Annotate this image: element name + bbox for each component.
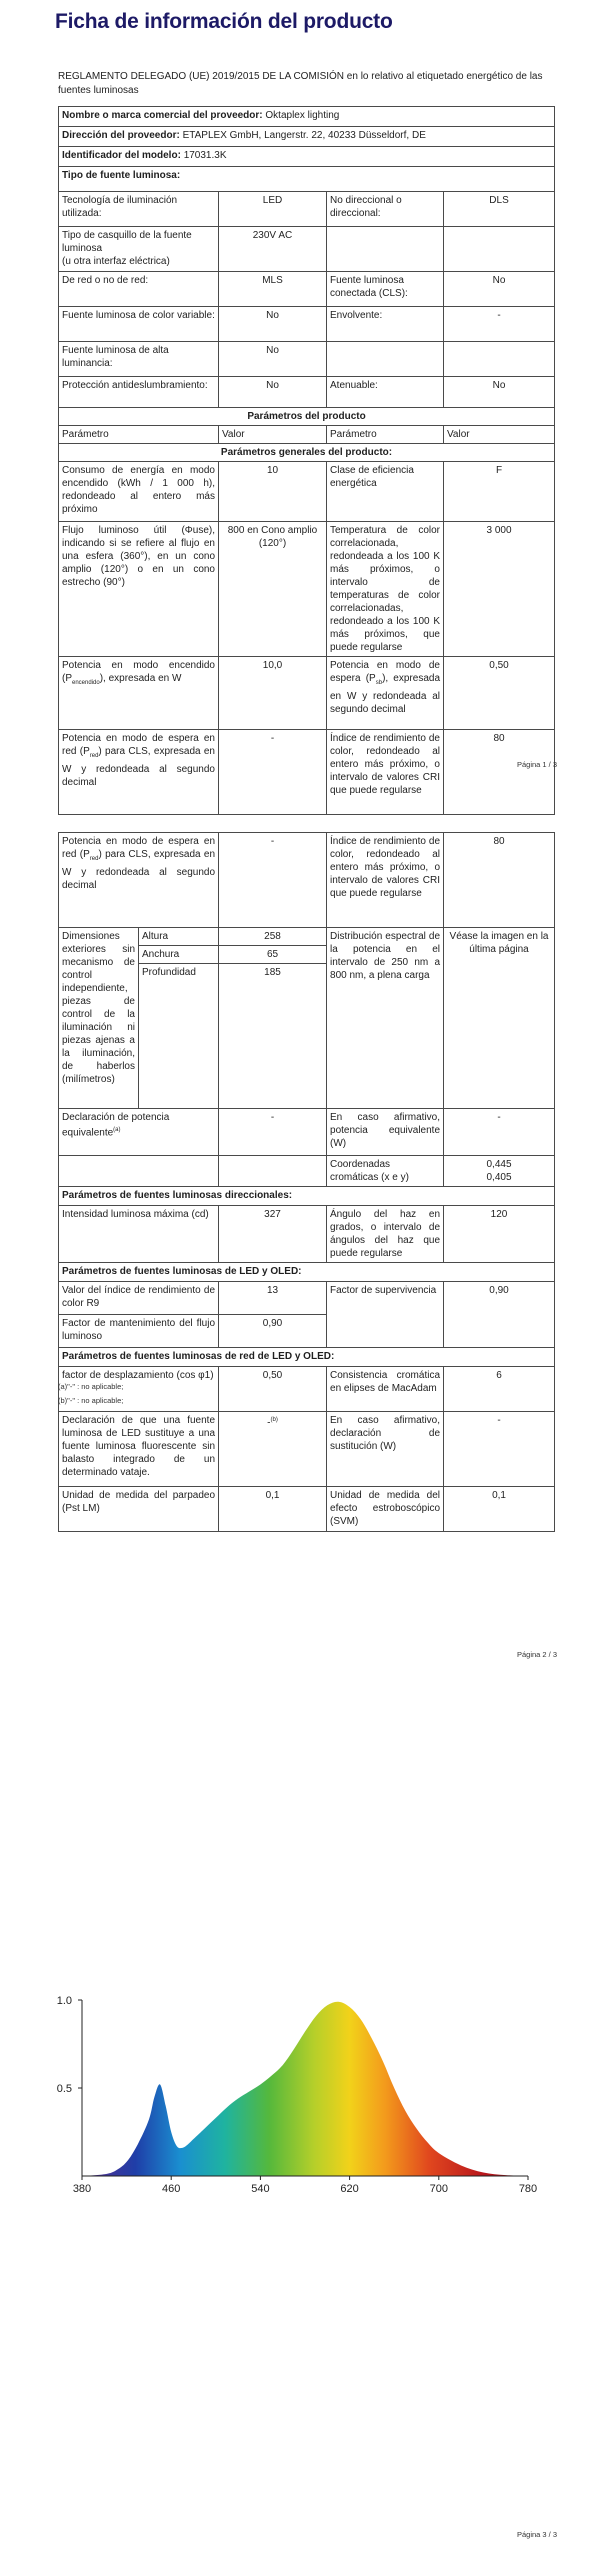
dimensions-label: Dimensiones exteriores sin mecanismo de control independiente, piezas de control de la iluminación ni piezas ajenas a la iluminación, de haberlos (milímetros) [59, 928, 139, 1109]
y-tick-label: 0.5 [56, 2083, 72, 2095]
param-value: 0,90 [219, 1315, 327, 1348]
mains-row-3 [59, 1487, 555, 1532]
param-label: Valor del índice de rendimiento de color R9 [59, 1282, 219, 1315]
source-value: No [444, 272, 555, 307]
x-tick-label: 620 [340, 2183, 359, 2195]
params-columns-row [59, 426, 555, 444]
param-value: - [219, 1109, 327, 1156]
x-tick-label: 460 [162, 2183, 181, 2195]
param-value: 10,0 [219, 657, 327, 730]
col-value: Valor [219, 426, 327, 444]
params-header-row [59, 408, 555, 426]
footnote-b: (b)"-" : no aplicable; [58, 1396, 124, 1405]
param-value: - [444, 1109, 555, 1156]
param-value: 6 [444, 1367, 555, 1412]
model-label: Identificador del modelo: [62, 150, 181, 161]
source-value [444, 342, 555, 377]
param-label: Índice de rendimiento de color, redondeado al entero más próximo, o intervalo de valores CRI que puede regularse [327, 833, 444, 928]
param-label: Consumo de energía en modo encendido (kWh / 1 000 h), redondeado al entero más próximo [59, 462, 219, 522]
param-label: Potencia en modo de espera $(P_{sb})$, expresada en W y redondeada al segundo decimal [327, 657, 444, 730]
param-label [59, 1109, 219, 1156]
param-value: 80 [444, 833, 555, 928]
mains-row-1 [59, 1367, 555, 1412]
source-value: LED [219, 192, 327, 227]
param-label: Flujo luminoso útil (Φuse), indicando si se refiere al flujo en una esfera (360°), en un cono amplio (120°) o en un cono estrecho (90°) [59, 522, 219, 657]
directional-row [59, 1206, 555, 1263]
supplier-address-label: Dirección del proveedor: [62, 130, 180, 141]
spectrum-label: Distribución espectral de la potencia en el intervalo de 250 nm a 800 nm, a plena carga [327, 928, 444, 1109]
param-label: Potencia en modo de espera en red $(P_{red})$ para CLS, expresada en W y redondeada al segundo decimal [59, 730, 219, 815]
replacement-footnote-mark: (b) [270, 1417, 278, 1423]
param-label: Unidad de medida del parpadeo (Pst LM) [59, 1487, 219, 1532]
param-label: Potencia en modo encendido $(P_{encendido})$, expresada en W [59, 657, 219, 730]
source-label: Tipo de casquillo de la fuente luminosa (u otra interfaz eléctrica) [59, 227, 219, 272]
coords-row [59, 1156, 555, 1187]
x-tick-label: 540 [251, 2183, 270, 2195]
source-type-header-row [59, 167, 555, 192]
source-type-row-1 [59, 192, 555, 227]
param-value: 0,90 [444, 1282, 555, 1348]
param-value [219, 1412, 327, 1487]
led-header-row [59, 1263, 555, 1282]
regulation-text: REGLAMENTO DELEGADO (UE) 2019/2015 DE LA COMISIÓN en lo relativo al etiquetado energético de las fuentes luminosas [58, 71, 543, 96]
x-tick-label: 780 [518, 2183, 538, 2195]
param-label: Unidad de medida del efecto estroboscópico (SVM) [327, 1487, 444, 1532]
general-row-1 [59, 462, 555, 522]
equiv-row [59, 1109, 555, 1156]
param-value: 10 [219, 462, 327, 522]
param-label: factor de desplazamiento (cos φ1) [59, 1367, 219, 1412]
source-type-row-3 [59, 272, 555, 307]
general-row-3 [59, 657, 555, 730]
source-value: DLS [444, 192, 555, 227]
coord-y: 0,405 [486, 1172, 512, 1183]
general-header: Parámetros generales del producto: [59, 444, 555, 462]
param-label: Factor de mantenimiento del flujo luminoso [59, 1315, 219, 1348]
mains-header-row [59, 1348, 555, 1367]
directional-header-row [59, 1187, 555, 1206]
equiv-label: Declaración de potencia equivalente [62, 1112, 170, 1139]
param-value: - [219, 833, 327, 928]
param-value: F [444, 462, 555, 522]
footnote-a: (a)"-" : no aplicable; [58, 1382, 124, 1391]
source-label: Envolvente: [327, 307, 444, 342]
param-label: Ángulo del haz en grados, o intervalo de ángulos del haz que puede regularse [327, 1206, 444, 1263]
x-tick-label: 380 [72, 2183, 92, 2195]
param-label: Potencia en modo de espera en red $(P_{red})$ para CLS, expresada en W y redondeada al segundo decimal [59, 833, 219, 928]
width-value: 65 [219, 946, 327, 964]
supplier-address-row [59, 127, 555, 147]
param-value: 120 [444, 1206, 555, 1263]
source-label: Fuente luminosa de color variable: [59, 307, 219, 342]
equiv-footnote-mark: (a) [113, 1127, 121, 1133]
param-label: Índice de rendimiento de color, redondeado al entero más próximo, o intervalo de valores CRI que puede regularse [327, 730, 444, 815]
width-label: Anchura [139, 946, 219, 964]
params-header: Parámetros del producto [59, 408, 555, 426]
param-value: - [219, 730, 327, 815]
spectrum-chart [40, 1990, 540, 2200]
led-header: Parámetros de fuentes luminosas de LED y OLED: [59, 1263, 555, 1282]
depth-label: Profundidad [139, 964, 219, 1109]
param-label: En caso afirmativo, potencia equivalente (W) [327, 1109, 444, 1156]
supplier-address-value: ETAPLEX GmbH, Langerstr. 22, 40233 Düsseldorf, DE [182, 130, 426, 141]
source-value: - [444, 307, 555, 342]
param-label: Temperatura de color correlacionada, redondeada a los 100 K más próximos, o intervalo de temperaturas de color correlacionadas, redondeado a los 100 K más próximos, que puede regularse [327, 522, 444, 657]
height-label: Altura [139, 928, 219, 946]
supplier-name-label: Nombre o marca comercial del proveedor: [62, 110, 263, 121]
param-label: Declaración de que una fuente luminosa de LED sustituye a una fuente luminosa fluorescente sin balasto integrado de un determinado vataje. [59, 1412, 219, 1487]
mains-header: Parámetros de fuentes luminosas de red de LED y OLED: [59, 1348, 555, 1367]
param-value: 0,50 [444, 657, 555, 730]
page-2 [0, 790, 603, 1690]
param-value: 13 [219, 1282, 327, 1315]
page-number: Página 3 / 3 [516, 2530, 557, 2539]
col-value: Valor [444, 426, 555, 444]
source-type-row-2 [59, 227, 555, 272]
source-value: No [219, 342, 327, 377]
param-value: - [444, 1412, 555, 1487]
supplier-name-row [59, 107, 555, 127]
source-value [444, 227, 555, 272]
source-type-row-5 [59, 342, 555, 377]
source-label: Fuente luminosa conectada (CLS): [327, 272, 444, 307]
plot-area [57, 1995, 537, 2195]
page-number: Página 1 / 3 [516, 760, 557, 769]
dimensions-row-1 [59, 928, 555, 946]
param-label: Coordenadas cromáticas (x e y) [327, 1156, 444, 1187]
param-label: Factor de supervivencia [327, 1282, 444, 1348]
source-label [327, 342, 444, 377]
general-row-4-continued [59, 833, 555, 928]
source-label: Tecnología de iluminación utilizada: [59, 192, 219, 227]
source-value: No [444, 377, 555, 408]
source-label [327, 227, 444, 272]
source-label: No direccional o direccional: [327, 192, 444, 227]
supplier-name-value: Oktaplex lighting [265, 110, 340, 121]
model-value: 17031.3K [183, 150, 227, 161]
source-value: No [219, 307, 327, 342]
param-value: 327 [219, 1206, 327, 1263]
param-value: 0,1 [444, 1487, 555, 1532]
source-type-row-4 [59, 307, 555, 342]
param-label: Consistencia cromática en elipses de MacAdam [327, 1367, 444, 1412]
model-row [59, 147, 555, 167]
spectrum-value: Véase la imagen en la última página [444, 928, 555, 1109]
col-param: Parámetro [59, 426, 219, 444]
page-title: Ficha de información del producto [55, 10, 393, 33]
param-value: 0,1 [219, 1487, 327, 1532]
param-value: 3 000 [444, 522, 555, 657]
page-1 [0, 0, 603, 796]
page-number: Página 2 / 3 [516, 1650, 557, 1659]
source-value: 230V AC [219, 227, 327, 272]
height-value: 258 [219, 928, 327, 946]
product-info-table [58, 106, 555, 815]
param-value: 0,50 [219, 1367, 327, 1412]
source-label: Atenuable: [327, 377, 444, 408]
mains-row-2 [59, 1412, 555, 1487]
page-3 [0, 1690, 603, 2560]
param-label: Clase de eficiencia energética [327, 462, 444, 522]
source-label: Fuente luminosa de alta luminancia: [59, 342, 219, 377]
source-label: Protección antideslumbramiento: [59, 377, 219, 408]
y-tick-label: 1.0 [56, 1995, 72, 2007]
led-row-1 [59, 1282, 555, 1315]
depth-value: 185 [219, 964, 327, 1109]
x-tick-label: 700 [429, 2183, 448, 2195]
directional-header: Parámetros de fuentes luminosas direccionales: [59, 1187, 555, 1206]
general-row-2 [59, 522, 555, 657]
spectrum-area [82, 2002, 528, 2176]
source-value: No [219, 377, 327, 408]
replacement-value: - [267, 1417, 271, 1429]
col-param: Parámetro [327, 426, 444, 444]
param-value: 80 [444, 730, 555, 815]
param-value [444, 1156, 555, 1187]
footnotes [58, 1380, 123, 1408]
source-label: De red o no de red: [59, 272, 219, 307]
param-label: Intensidad luminosa máxima (cd) [59, 1206, 219, 1263]
source-type-label: Tipo de fuente luminosa: [59, 167, 555, 192]
param-label: En caso afirmativo, declaración de sustitución (W) [327, 1412, 444, 1487]
source-type-row-6 [59, 377, 555, 408]
param-value: 800 en Cono amplio (120°) [219, 522, 327, 657]
product-info-table-continued [58, 832, 555, 1532]
coord-x: 0,445 [486, 1159, 512, 1170]
general-header-row [59, 444, 555, 462]
source-value: MLS [219, 272, 327, 307]
